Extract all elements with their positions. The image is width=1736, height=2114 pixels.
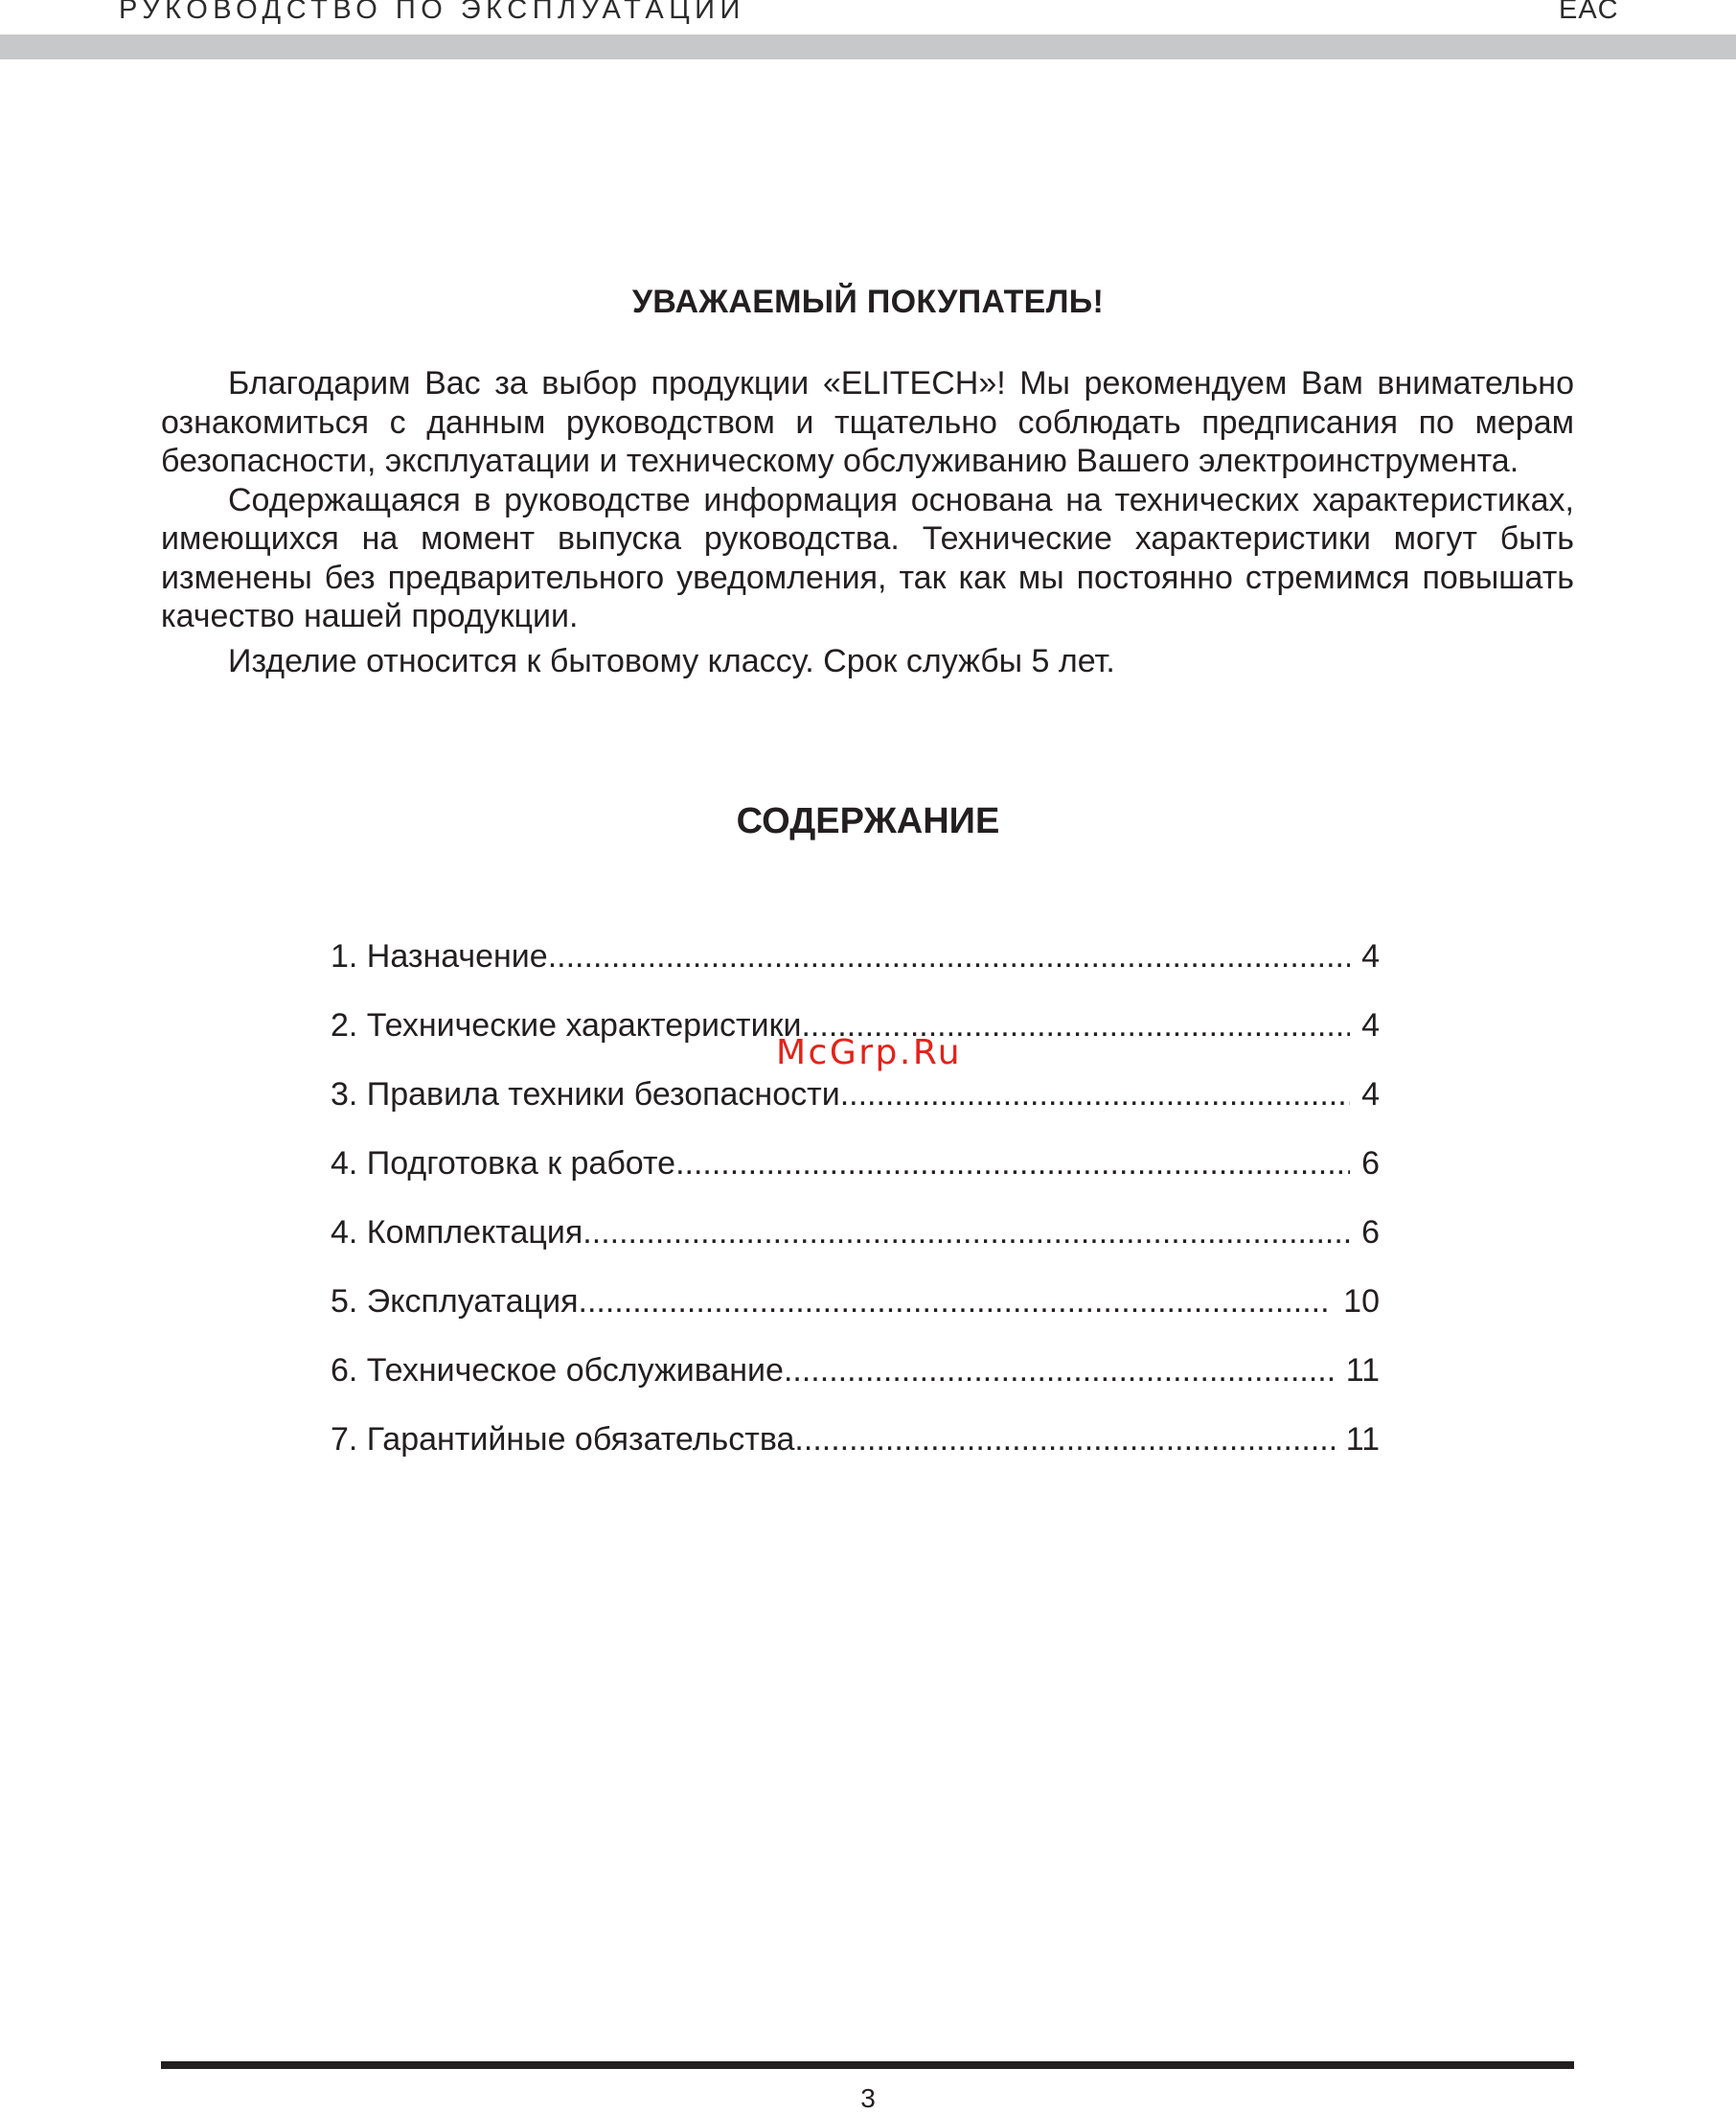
page-number: 3	[860, 2083, 876, 2113]
watermark: McGrp.Ru	[776, 1033, 963, 1072]
toc-entry-title: 2. Технические характеристики	[331, 1007, 802, 1044]
intro-paragraph-specifications: Содержащаяся в руководстве информация основана на технических характеристиках, имеющихся на момент выпуска руководства. Технические характеристики могут быть изменены без предварительного уведомления, так как мы постоянно стремимся повышать качество нашей продукции.	[161, 481, 1574, 634]
toc-entry	[331, 937, 1380, 1006]
toc-dot-leader	[675, 1144, 1350, 1183]
header-bar	[0, 34, 1736, 59]
toc-dot-leader	[579, 1282, 1333, 1321]
toc-entry	[331, 1351, 1380, 1420]
footer-rule	[161, 2061, 1574, 2069]
toc-entry-page: 6	[1361, 1145, 1380, 1182]
eac-certification-mark: EAC	[1559, 0, 1619, 25]
toc-entry-title: 4. Комплектация	[331, 1214, 583, 1251]
toc-entry-page: 4	[1361, 938, 1380, 975]
toc-entry-title: 3. Правила техники безопасности	[331, 1076, 840, 1113]
toc-dot-leader	[784, 1351, 1335, 1390]
toc-dot-leader	[548, 937, 1350, 976]
greeting-title: УВАЖАЕМЫЙ ПОКУПАТЕЛЬ!	[631, 284, 1105, 320]
toc-dot-leader	[840, 1075, 1350, 1114]
toc-entry	[331, 1144, 1380, 1213]
toc-entry	[331, 1213, 1380, 1282]
table-of-contents	[331, 937, 1380, 1489]
intro-paragraph-service-life: Изделие относится к бытовому классу. Срок службы 5 лет.	[228, 642, 1115, 679]
toc-entry	[331, 1282, 1380, 1351]
toc-entry-page: 11	[1345, 1352, 1380, 1389]
toc-entry-page: 10	[1343, 1283, 1380, 1320]
toc-entry	[331, 1075, 1380, 1144]
toc-dot-leader	[794, 1420, 1334, 1459]
toc-entry-title: 6. Техническое обслуживание	[331, 1352, 784, 1389]
toc-entry-page: 6	[1361, 1214, 1380, 1251]
contents-title: СОДЕРЖАНИЕ	[736, 801, 1000, 841]
toc-entry-page: 11	[1345, 1421, 1380, 1458]
running-header-title: РУКОВОДСТВО ПО ЭКСПЛУАТАЦИИ	[119, 0, 745, 25]
intro-paragraph-thanks: Благодарим Вас за выбор продукции «ELITECH»! Мы рекомендуем Вам внимательно ознакомиться с данным руководством и тщательно соблюдать предписания по мерам безопасности, эксплуатации и техническому обслуживанию Вашего электроинструмента.	[161, 365, 1574, 479]
toc-entry	[331, 1420, 1380, 1489]
toc-entry-page: 4	[1361, 1007, 1380, 1044]
toc-entry-title: 5. Эксплуатация	[331, 1283, 579, 1320]
toc-dot-leader	[582, 1213, 1350, 1252]
toc-entry-page: 4	[1361, 1076, 1380, 1113]
toc-entry-title: 7. Гарантийные обязательства	[331, 1421, 795, 1458]
toc-entry-title: 4. Подготовка к работе	[331, 1145, 676, 1182]
intro-text	[161, 364, 1574, 680]
toc-entry-title: 1. Назначение	[331, 938, 548, 975]
